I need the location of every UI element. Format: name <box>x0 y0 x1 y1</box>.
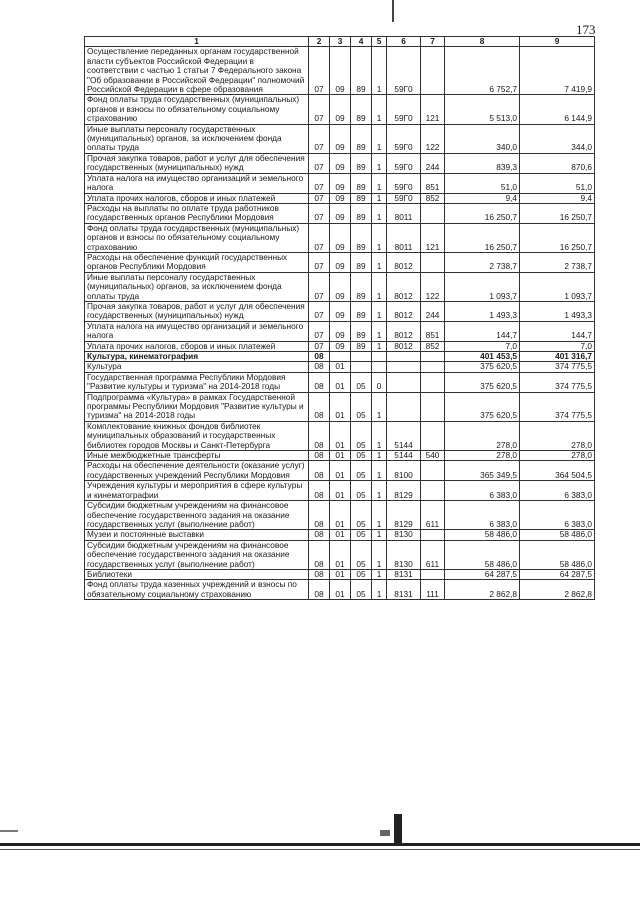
row-name-cell: Расходы на выплаты по оплате труда работников государственных органов Республики Мордовия <box>85 203 309 223</box>
row-value-cell: 08 <box>309 451 330 461</box>
row-value-cell <box>421 352 445 362</box>
table-row <box>85 392 595 421</box>
table-row <box>85 95 595 124</box>
row-value-cell: 07 <box>309 193 330 203</box>
row-value-cell: 59Г0 <box>387 153 421 173</box>
table-row <box>85 47 595 95</box>
row-value-cell: 09 <box>330 173 351 193</box>
row-name-cell: Субсидии бюджетным учреждениям на финансовое обеспечение государственного задания на оказание государственных услуг (выполнение работ) <box>85 540 309 569</box>
table-row <box>85 372 595 392</box>
row-value-cell: 7 419,9 <box>520 47 595 95</box>
row-value-cell: 01 <box>330 501 351 530</box>
row-value-cell: 8011 <box>387 203 421 223</box>
row-value-cell: 01 <box>330 569 351 579</box>
row-value-cell: 6 383,0 <box>520 501 595 530</box>
row-name-cell: Учреждения культуры и мероприятия в сфере культуры и кинематографии <box>85 481 309 501</box>
header-cell: 2 <box>309 37 330 47</box>
row-value-cell: 58 486,0 <box>520 530 595 540</box>
row-value-cell: 09 <box>330 95 351 124</box>
row-value-cell: 1 <box>372 392 387 421</box>
row-value-cell: 05 <box>351 481 372 501</box>
scan-artifact-edge <box>0 830 18 832</box>
row-value-cell: 8012 <box>387 252 421 272</box>
row-value-cell: 08 <box>309 352 330 362</box>
row-value-cell: 1 093,7 <box>520 272 595 301</box>
row-value-cell: 01 <box>330 392 351 421</box>
row-value-cell: 05 <box>351 372 372 392</box>
row-value-cell: 08 <box>309 530 330 540</box>
table-row <box>85 451 595 461</box>
row-value-cell: 58 486,0 <box>520 540 595 569</box>
table-body <box>85 47 595 600</box>
row-value-cell: 374 775,5 <box>520 392 595 421</box>
row-value-cell: 07 <box>309 341 330 351</box>
row-value-cell: 9,4 <box>520 193 595 203</box>
table-row <box>85 301 595 321</box>
row-value-cell: 51,0 <box>520 173 595 193</box>
row-name-cell: Культура, кинематография <box>85 352 309 362</box>
table-header-row <box>85 37 595 47</box>
row-value-cell: 144,7 <box>445 321 520 341</box>
row-value-cell: 1 <box>372 272 387 301</box>
row-value-cell: 401 453,5 <box>445 352 520 362</box>
table-row <box>85 272 595 301</box>
row-value-cell: 121 <box>421 95 445 124</box>
row-value-cell: 5144 <box>387 451 421 461</box>
row-value-cell: 1 <box>372 193 387 203</box>
row-value-cell: 09 <box>330 153 351 173</box>
row-value-cell: 07 <box>309 173 330 193</box>
row-value-cell: 08 <box>309 421 330 450</box>
row-name-cell: Осуществление переданных органам государственной власти субъектов Российской Федерации в соответствии с частью 1 статьи 7 Федерального закона "Об образовании в Российской Федерации" полномочий Российской Федерации в сфере образования <box>85 47 309 95</box>
row-name-cell: Уплата налога на имущество организаций и земельного налога <box>85 173 309 193</box>
header-cell: 5 <box>372 37 387 47</box>
row-value-cell: 7,0 <box>520 341 595 351</box>
row-value-cell: 375 620,5 <box>445 392 520 421</box>
row-name-cell: Подпрограмма «Культура» в рамках Государственной программы Республики Мордовия "Развитие культуры и туризма" на 2014-2018 годы <box>85 392 309 421</box>
row-value-cell: 121 <box>421 223 445 252</box>
row-value-cell: 1 <box>372 173 387 193</box>
row-name-cell: Культура <box>85 362 309 372</box>
row-value-cell: 851 <box>421 321 445 341</box>
row-value-cell: 6 752,7 <box>445 47 520 95</box>
row-value-cell: 16 250,7 <box>520 203 595 223</box>
row-value-cell: 278,0 <box>445 451 520 461</box>
scan-artifact-top <box>392 0 394 22</box>
row-value-cell: 59Г0 <box>387 95 421 124</box>
row-value-cell: 89 <box>351 272 372 301</box>
row-value-cell: 07 <box>309 272 330 301</box>
row-value-cell: 1 <box>372 203 387 223</box>
row-name-cell: Иные выплаты персоналу государственных (муниципальных) органов, за исключением фонда оплаты труда <box>85 124 309 153</box>
row-name-cell: Государственная программа Республики Мордовия "Развитие культуры и туризма" на 2014-2018 годы <box>85 372 309 392</box>
row-value-cell: 1 <box>372 451 387 461</box>
row-name-cell: Прочая закупка товаров, работ и услуг для обеспечения государственных (муниципальных) нужд <box>85 301 309 321</box>
budget-table <box>84 36 595 600</box>
row-value-cell: 852 <box>421 341 445 351</box>
row-value-cell: 1 <box>372 153 387 173</box>
table-row <box>85 193 595 203</box>
row-value-cell: 08 <box>309 372 330 392</box>
row-value-cell: 89 <box>351 321 372 341</box>
row-value-cell <box>351 352 372 362</box>
row-value-cell: 278,0 <box>520 421 595 450</box>
scan-artifact-smudge <box>380 830 390 836</box>
row-value-cell: 340,0 <box>445 124 520 153</box>
row-value-cell: 08 <box>309 392 330 421</box>
row-value-cell: 5144 <box>387 421 421 450</box>
row-value-cell: 07 <box>309 252 330 272</box>
row-value-cell: 89 <box>351 301 372 321</box>
row-value-cell: 6 144,9 <box>520 95 595 124</box>
row-value-cell: 07 <box>309 223 330 252</box>
row-value-cell: 1 <box>372 341 387 351</box>
header-cell: 7 <box>421 37 445 47</box>
row-value-cell <box>421 461 445 481</box>
row-value-cell: 1 <box>372 580 387 600</box>
row-value-cell: 278,0 <box>520 451 595 461</box>
row-value-cell: 08 <box>309 481 330 501</box>
row-value-cell: 09 <box>330 124 351 153</box>
row-value-cell: 8012 <box>387 321 421 341</box>
row-value-cell: 1 <box>372 461 387 481</box>
row-value-cell <box>387 372 421 392</box>
row-value-cell: 51,0 <box>445 173 520 193</box>
table-row <box>85 461 595 481</box>
row-name-cell: Расходы на обеспечение функций государственных органов Республики Мордовия <box>85 252 309 272</box>
row-name-cell: Комплектование книжных фондов библиотек муниципальных образований и государственных библиотек городов Москвы и Санкт-Петербурга <box>85 421 309 450</box>
row-value-cell: 374 775,5 <box>520 372 595 392</box>
row-name-cell: Иные выплаты персоналу государственных (муниципальных) органов, за исключением фонда оплаты труда <box>85 272 309 301</box>
row-name-cell: Фонд оплаты труда казенных учреждений и взносы по обязательному социальному страхованию <box>85 580 309 600</box>
row-value-cell: 05 <box>351 451 372 461</box>
row-value-cell: 01 <box>330 481 351 501</box>
row-value-cell: 1 <box>372 47 387 95</box>
row-value-cell: 0 <box>372 372 387 392</box>
row-value-cell: 05 <box>351 461 372 481</box>
table-row <box>85 352 595 362</box>
row-value-cell: 852 <box>421 193 445 203</box>
row-value-cell: 16 250,7 <box>445 203 520 223</box>
row-value-cell: 08 <box>309 501 330 530</box>
table-row <box>85 501 595 530</box>
row-value-cell: 08 <box>309 461 330 481</box>
row-value-cell: 1 <box>372 321 387 341</box>
scan-artifact-bottom <box>394 814 402 844</box>
row-value-cell: 58 486,0 <box>445 540 520 569</box>
row-value-cell: 611 <box>421 540 445 569</box>
row-value-cell: 5 513,0 <box>445 95 520 124</box>
row-name-cell: Расходы на обеспечение деятельности (оказание услуг) государственных учреждений Республики Мордовия <box>85 461 309 481</box>
row-value-cell: 851 <box>421 173 445 193</box>
table-row <box>85 173 595 193</box>
row-value-cell: 07 <box>309 321 330 341</box>
row-value-cell <box>421 530 445 540</box>
row-value-cell: 1 493,3 <box>520 301 595 321</box>
row-value-cell: 2 862,8 <box>520 580 595 600</box>
row-value-cell: 6 383,0 <box>520 481 595 501</box>
row-name-cell: Субсидии бюджетным учреждениям на финансовое обеспечение государственного задания на оказание государственных услуг (выполнение работ) <box>85 501 309 530</box>
row-value-cell: 89 <box>351 124 372 153</box>
row-value-cell: 05 <box>351 421 372 450</box>
row-value-cell: 01 <box>330 362 351 372</box>
row-value-cell: 89 <box>351 223 372 252</box>
row-value-cell: 89 <box>351 193 372 203</box>
row-value-cell: 1 <box>372 481 387 501</box>
row-value-cell: 05 <box>351 540 372 569</box>
row-value-cell: 01 <box>330 421 351 450</box>
page-number: 173 <box>576 22 596 37</box>
header-cell: 8 <box>445 37 520 47</box>
table-row <box>85 421 595 450</box>
row-value-cell: 375 620,5 <box>445 362 520 372</box>
row-value-cell: 89 <box>351 153 372 173</box>
row-value-cell: 59Г0 <box>387 193 421 203</box>
row-value-cell: 401 316,7 <box>520 352 595 362</box>
row-value-cell: 1 493,3 <box>445 301 520 321</box>
row-name-cell: Фонд оплаты труда государственных (муниципальных) органов и взносы по обязательному социальному страхованию <box>85 95 309 124</box>
table-row <box>85 481 595 501</box>
row-value-cell: 8129 <box>387 501 421 530</box>
row-value-cell: 144,7 <box>520 321 595 341</box>
row-value-cell: 64 287,5 <box>520 569 595 579</box>
row-value-cell: 07 <box>309 153 330 173</box>
row-value-cell: 09 <box>330 321 351 341</box>
row-value-cell: 122 <box>421 124 445 153</box>
row-value-cell <box>421 203 445 223</box>
row-value-cell: 8011 <box>387 223 421 252</box>
row-value-cell: 9,4 <box>445 193 520 203</box>
row-value-cell: 540 <box>421 451 445 461</box>
row-value-cell: 8100 <box>387 461 421 481</box>
row-value-cell: 89 <box>351 47 372 95</box>
row-value-cell: 16 250,7 <box>445 223 520 252</box>
row-value-cell: 1 <box>372 252 387 272</box>
row-value-cell: 2 738,7 <box>445 252 520 272</box>
row-value-cell: 244 <box>421 153 445 173</box>
row-value-cell <box>421 481 445 501</box>
row-value-cell: 89 <box>351 252 372 272</box>
table-row <box>85 223 595 252</box>
row-value-cell <box>372 362 387 372</box>
row-value-cell: 07 <box>309 203 330 223</box>
header-cell: 9 <box>520 37 595 47</box>
row-value-cell: 8012 <box>387 341 421 351</box>
row-value-cell: 05 <box>351 501 372 530</box>
row-value-cell <box>421 252 445 272</box>
row-value-cell: 1 <box>372 530 387 540</box>
row-value-cell: 09 <box>330 252 351 272</box>
row-value-cell: 1 <box>372 95 387 124</box>
row-value-cell: 08 <box>309 540 330 569</box>
row-value-cell: 09 <box>330 193 351 203</box>
page-bottom-rule-thin <box>0 849 640 850</box>
row-value-cell: 09 <box>330 301 351 321</box>
row-value-cell: 08 <box>309 569 330 579</box>
row-value-cell: 7,0 <box>445 341 520 351</box>
table-row <box>85 321 595 341</box>
row-value-cell: 01 <box>330 580 351 600</box>
row-value-cell: 2 738,7 <box>520 252 595 272</box>
row-value-cell: 839,3 <box>445 153 520 173</box>
row-value-cell: 8131 <box>387 569 421 579</box>
row-value-cell: 01 <box>330 461 351 481</box>
row-value-cell: 59Г0 <box>387 173 421 193</box>
row-value-cell <box>421 362 445 372</box>
row-value-cell: 2 862,8 <box>445 580 520 600</box>
table-row <box>85 153 595 173</box>
row-value-cell: 1 <box>372 421 387 450</box>
row-value-cell: 01 <box>330 540 351 569</box>
row-value-cell: 09 <box>330 341 351 351</box>
row-value-cell: 07 <box>309 124 330 153</box>
row-value-cell: 09 <box>330 272 351 301</box>
row-value-cell: 111 <box>421 580 445 600</box>
row-value-cell: 58 486,0 <box>445 530 520 540</box>
row-value-cell: 89 <box>351 203 372 223</box>
row-value-cell: 59Г0 <box>387 124 421 153</box>
row-value-cell <box>387 392 421 421</box>
table-row <box>85 540 595 569</box>
row-value-cell: 8131 <box>387 580 421 600</box>
row-value-cell: 05 <box>351 580 372 600</box>
row-value-cell: 05 <box>351 392 372 421</box>
row-value-cell: 375 620,5 <box>445 372 520 392</box>
row-value-cell <box>351 362 372 372</box>
row-value-cell: 89 <box>351 341 372 351</box>
table-row <box>85 341 595 351</box>
row-value-cell: 8130 <box>387 530 421 540</box>
table-row <box>85 203 595 223</box>
row-value-cell: 870,6 <box>520 153 595 173</box>
row-value-cell: 05 <box>351 569 372 579</box>
row-value-cell <box>421 47 445 95</box>
row-value-cell: 01 <box>330 451 351 461</box>
header-cell: 3 <box>330 37 351 47</box>
row-value-cell <box>421 421 445 450</box>
row-value-cell: 1 <box>372 501 387 530</box>
row-value-cell <box>387 362 421 372</box>
row-value-cell: 244 <box>421 301 445 321</box>
row-value-cell: 59Г0 <box>387 47 421 95</box>
page-bottom-rule <box>0 843 640 846</box>
row-name-cell: Музеи и постоянные выставки <box>85 530 309 540</box>
row-value-cell: 07 <box>309 95 330 124</box>
header-cell: 1 <box>85 37 309 47</box>
table-row <box>85 362 595 372</box>
row-value-cell: 278,0 <box>445 421 520 450</box>
row-value-cell: 09 <box>330 223 351 252</box>
row-value-cell: 1 <box>372 569 387 579</box>
table-row <box>85 530 595 540</box>
row-value-cell: 374 775,5 <box>520 362 595 372</box>
row-value-cell <box>421 569 445 579</box>
row-value-cell: 64 287,5 <box>445 569 520 579</box>
row-value-cell <box>372 352 387 362</box>
row-value-cell: 364 504,5 <box>520 461 595 481</box>
row-value-cell: 08 <box>309 362 330 372</box>
row-value-cell: 01 <box>330 530 351 540</box>
row-value-cell: 8129 <box>387 481 421 501</box>
row-value-cell: 08 <box>309 580 330 600</box>
row-name-cell: Уплата прочих налогов, сборов и иных платежей <box>85 341 309 351</box>
row-value-cell: 1 <box>372 540 387 569</box>
row-value-cell: 89 <box>351 95 372 124</box>
table-row <box>85 252 595 272</box>
row-value-cell: 365 349,5 <box>445 461 520 481</box>
row-value-cell: 1 <box>372 124 387 153</box>
row-value-cell: 09 <box>330 203 351 223</box>
row-value-cell: 07 <box>309 47 330 95</box>
row-name-cell: Уплата налога на имущество организаций и земельного налога <box>85 321 309 341</box>
header-cell: 6 <box>387 37 421 47</box>
header-cell: 4 <box>351 37 372 47</box>
row-value-cell <box>421 392 445 421</box>
row-value-cell: 344,0 <box>520 124 595 153</box>
row-value-cell <box>387 352 421 362</box>
row-value-cell <box>421 372 445 392</box>
row-value-cell: 6 383,0 <box>445 501 520 530</box>
row-value-cell: 16 250,7 <box>520 223 595 252</box>
row-name-cell: Иные межбюджетные трансферты <box>85 451 309 461</box>
row-value-cell: 6 383,0 <box>445 481 520 501</box>
row-value-cell: 1 <box>372 223 387 252</box>
row-value-cell: 09 <box>330 47 351 95</box>
row-value-cell: 8012 <box>387 301 421 321</box>
row-value-cell: 1 093,7 <box>445 272 520 301</box>
row-name-cell: Фонд оплаты труда государственных (муниципальных) органов и взносы по обязательному социальному страхованию <box>85 223 309 252</box>
row-value-cell <box>330 352 351 362</box>
row-value-cell: 07 <box>309 301 330 321</box>
table-row <box>85 580 595 600</box>
row-value-cell: 89 <box>351 173 372 193</box>
row-value-cell: 611 <box>421 501 445 530</box>
row-value-cell: 8130 <box>387 540 421 569</box>
table-row <box>85 569 595 579</box>
row-value-cell: 01 <box>330 372 351 392</box>
row-name-cell: Прочая закупка товаров, работ и услуг для обеспечения государственных (муниципальных) нужд <box>85 153 309 173</box>
row-name-cell: Уплата прочих налогов, сборов и иных платежей <box>85 193 309 203</box>
row-value-cell: 8012 <box>387 272 421 301</box>
row-value-cell: 122 <box>421 272 445 301</box>
row-value-cell: 05 <box>351 530 372 540</box>
table-row <box>85 124 595 153</box>
row-name-cell: Библиотеки <box>85 569 309 579</box>
row-value-cell: 1 <box>372 301 387 321</box>
